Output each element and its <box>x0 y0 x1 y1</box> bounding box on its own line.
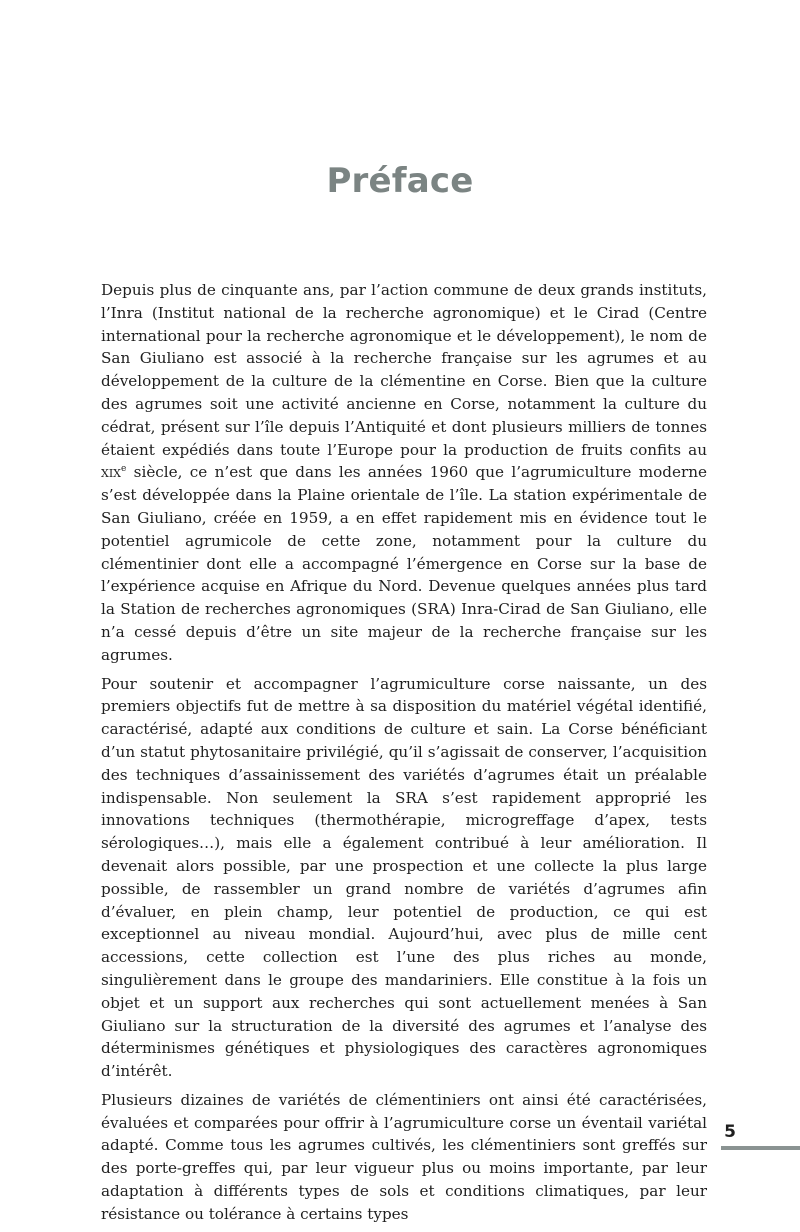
paragraph-3: Plusieurs dizaines de variétés de clémentiniers ont ainsi été caractérisées, évaluées et comparées pour offrir à l’agrumiculture corse un éventail variétal adapté. Comme tous les agrumes cultivés, les clémentiniers sont greffés sur des porte-greffes qui, par leur vigueur plus ou moins importante, par leur adaptation à différents types de sols et conditions climatiques, par leur résistance ou tolérance à certains types <box>101 1090 707 1223</box>
page-number-rule <box>721 1146 800 1150</box>
paragraph-1 <box>101 279 707 667</box>
paragraph-1-start: Depuis plus de cinquante ans, par l’action commune de deux grands instituts, l’Inra (Institut national de la recherche agronomique) et le Cirad (Centre international pour la recherche agronomique et le développement), le nom de San Giuliano est associé à la recherche française sur les agrumes et au développement de la culture de la clémentine en Corse. Bien que la culture des agrumes soit une activité ancienne en Corse, notamment la culture du cédrat, présent sur l’île depuis l’Antiquité et dont plusieurs milliers de tonnes étaient expédiés dans toute l’Europe pour la production de fruits confits au <box>101 281 707 459</box>
paragraph-2: Pour soutenir et accompagner l’agrumiculture corse naissante, un des premiers objectifs fut de mettre à sa disposition du matériel végétal identifié, caractérisé, adapté aux conditions de culture et sain. La Corse bénéficiant d’un statut phytosanitaire privilégié, qu’il s’agissait de conserver, l’acquisition des techniques d’assainissement des variétés d’agrumes était un préalable indispensable. Non seulement la SRA s’est rapidement approprié les innovations techniques (thermothérapie, microgreffage d’apex, tests sérologiques…), mais elle a également contribué à leur amélioration. Il devenait alors possible, par une prospection et une collecte la plus large possible, de rassembler un grand nombre de variétés d’agrumes afin d’évaluer, en plein champ, leur potentiel de production, ce qui est exceptionnel au niveau mondial. Aujourd’hui, avec plus de mille cent accessions, cette collection est l’une des plus riches au monde, singulièrement dans le groupe des mandariniers. Elle constitue à la fois un objet et un support aux recherches qui sont actuellement menées à San Giuliano sur la structuration de la diversité des agrumes et l’analyse des déterminismes génétiques et physiologiques des caractères agronomiques d’intérêt. <box>101 674 707 1081</box>
century-numeral: xix <box>101 463 122 482</box>
paragraph-1-end: siècle, ce n’est que dans les années 1960 que l’agrumiculture moderne s’est développée dans la Plaine orientale de l’île. La station expérimentale de San Giuliano, créée en 1959, a en effet rapidement mis en évidence tout le potentiel agrumicole de cette zone, notamment pour la culture du clémentinier dont elle a accompagné l’émergence en Corse sur la base de l’expérience acquise en Afrique du Nord. Devenue quelques années plus tard la Station de recherches agronomiques (SRA) Inra-Cirad de San Giuliano, elle n’a cessé depuis d’être un site majeur de la recherche française sur les agrumes. <box>101 463 707 664</box>
page-title: Préface <box>326 160 474 201</box>
page-number: 5 <box>724 1122 736 1142</box>
century-superscript: e <box>121 464 127 475</box>
preface-body <box>101 279 707 1232</box>
